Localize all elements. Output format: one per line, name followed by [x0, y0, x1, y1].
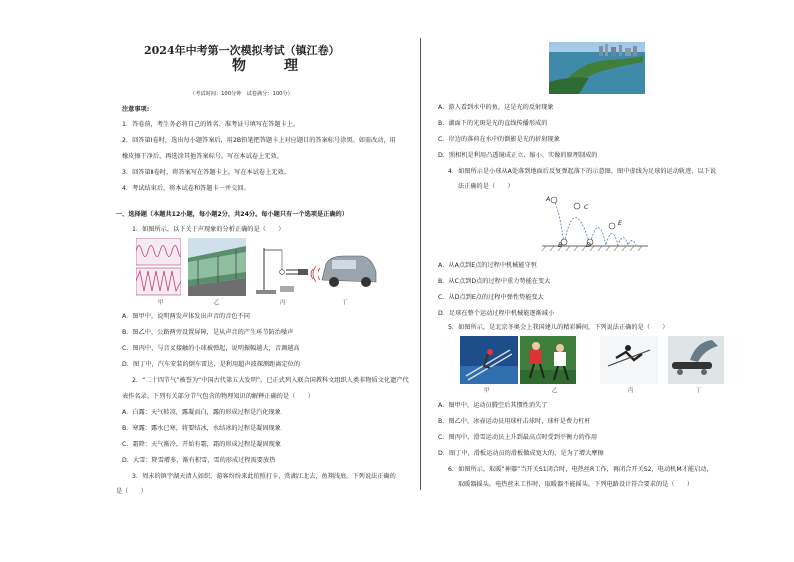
answer-option: C．岸边的落荷在水中的倒影是光的折射现象: [438, 136, 560, 143]
note-item: 2．回答第Ⅰ卷时，选出每小题答案后，用2B铅笔把答题卡上对应题目的答案标号涂黑。如需改动，用: [122, 137, 396, 144]
figure-label: 乙: [214, 300, 220, 306]
answer-option: D．照相机是利用凸透镜成正立、缩小、实像的原理制成的: [438, 152, 598, 159]
note-item: 1．答卷前，考生务必将自己的姓名、准考证号填写在答题卡上。: [122, 121, 300, 128]
reversing-car-figure: [318, 244, 378, 294]
answer-option: A．白露：天气转凉，露凝而白，露的形成过程是汽化现象: [122, 409, 281, 416]
question-stem: 6．如图所示，取暖“神器”当开关S1闭合时，电热丝R工作，再闭合开关S2，电动机M才能启动，: [448, 466, 713, 473]
answer-option: A．图甲中，运动员腾空后其惯性消失了: [438, 402, 548, 409]
point-label-d: D: [586, 242, 591, 249]
answer-option: C．图丙中，滑雪运动员上升到最高点时受到平衡力的作用: [438, 434, 598, 441]
highway-barrier-figure: [188, 238, 246, 296]
ski-jump-photo: [460, 336, 518, 384]
note-item: 3．回答第Ⅱ卷时，将答案写在答题卡上。写在本试卷上无效。: [122, 169, 290, 176]
exam-info: （考试时间：100分钟 试卷满分：100分）: [190, 91, 293, 97]
question-stem: 4．如图所示是小球从A处落到地面后反复弹起落下的示意图，图中虚线为足球的运动轨迹，以下说: [448, 168, 717, 175]
answer-option: B．从C点到D点的过程中重力势能在变大: [438, 278, 551, 285]
figure-label: 甲: [158, 300, 164, 306]
note-item: 4．考试结束后，将本试卷和答题卡一并交回。: [122, 185, 250, 192]
point-label-e: E: [618, 220, 622, 227]
answer-option: B．图乙中，公路两旁设置屏障，是从声音的产生环节防治噪声: [122, 329, 294, 336]
note-item: 橡皮擦干净后，再选涂其他答案标号。写在本试卷上无效。: [122, 153, 283, 160]
figure-label: 丙: [280, 300, 286, 306]
section-heading: 一、选择题（本题共12小题，每小题2分，共24分。每小题只有一个选项是正确的）: [116, 211, 348, 218]
bouncing-ball-figure: [540, 192, 650, 254]
answer-option: A．从A点到E点的过程中机械能守恒: [438, 262, 537, 269]
answer-option: D．足球在整个运动过程中机械能逐渐减小: [438, 310, 555, 317]
column-divider: [420, 38, 421, 490]
question-stem: 2．“二十四节气”被誉为“中国古代第五大发明”，已正式列入联合国教科文组织人类非物质文化遗产代: [132, 377, 409, 384]
question-stem: 取暖器摇头。电热丝未工作时，取暖器不能摇头。下列电路设计符合要求的是（ ）: [458, 481, 694, 488]
answer-option: C．图丙中，与音叉接触的小球被弹起，说明振幅越大，音调越高: [122, 345, 300, 352]
question-stem: 表作名录。下列有关部分节气包含的物理知识的解释正确的是（ ）: [122, 393, 314, 400]
answer-option: B．湖面下的光斑是光的直线传播形成的: [438, 120, 548, 127]
answer-option: D．大雪：降雪增多，渐有积雪，雪的形成过程需要放热: [122, 457, 276, 464]
point-label-c: C: [584, 204, 589, 211]
notes-heading: 注意事项:: [122, 106, 150, 113]
skateboard-photo: [668, 336, 724, 384]
figure-label: 甲: [484, 388, 490, 394]
signal-wave-icon: [308, 264, 318, 284]
question-stem: 是（ ）: [116, 488, 147, 495]
point-label-a: A: [546, 196, 551, 203]
question-stem: 法正确的是（ ）: [458, 183, 514, 190]
answer-option: A．图甲中，说明两发声体发出声音的音色不同: [122, 313, 250, 320]
question-stem: 3．周末的镇宇湖天清人如织，游客纷纷来此拍照打卡，赏湖江北去，鱼翔浅底。下列说法正确的: [132, 473, 396, 480]
answer-option: D．图丁中，汽车安装的倒车雷达，是利用超声波探测距离定位的: [122, 361, 301, 368]
answer-option: B．寒露：露水已寒，将要结冰，水结冰的过程是凝固现象: [122, 425, 281, 432]
question-stem: 5．如图所示，是北京冬奥会上我国建儿的精彩瞬间，下列说法正确的是（ ）: [448, 324, 669, 331]
curling-photo: [520, 336, 576, 384]
question-stem: 1．如图所示，以下关于声现象的分析正确的是（ ）: [132, 226, 285, 233]
page-title: 2024年中考第一次模拟考试（镇江卷）: [144, 44, 340, 57]
figure-label: 丁: [342, 300, 348, 306]
tuning-fork-figure: [252, 240, 314, 296]
answer-option: B．图乙中，冰壶运动员用球杆击球时，球杆是费力杠杆: [438, 418, 591, 425]
answer-option: C．从D点到E点的过程中弹性势能变大: [438, 294, 544, 301]
waveform-figure: [136, 238, 181, 296]
aerial-ski-photo: [600, 336, 658, 384]
answer-option: D．图丁中，滑板运动员的滑板做成宽大的，是为了增大摩擦: [438, 450, 604, 457]
figure-label: 丙: [628, 388, 634, 394]
subject-title: 物 理: [232, 58, 310, 74]
point-label-b: B: [558, 242, 563, 249]
answer-option: A．游人看到水中的鱼，这是光的反射现象: [438, 104, 554, 111]
lake-photo: [549, 42, 645, 94]
answer-option: C．霜降：天气渐冷，开始有霜，霜的形成过程是凝固现象: [122, 441, 282, 448]
figure-label: 丁: [696, 388, 702, 394]
figure-label: 乙: [552, 388, 558, 394]
